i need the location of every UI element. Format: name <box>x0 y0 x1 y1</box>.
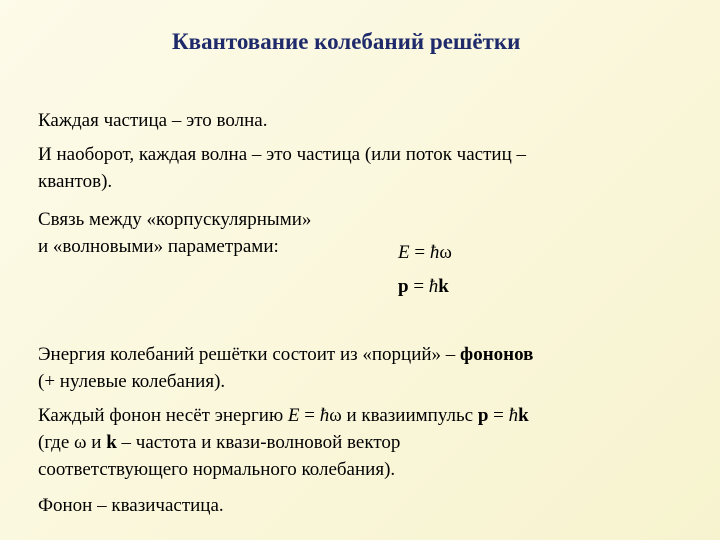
energy-line-2: (+ нулевые колебания). <box>38 371 226 392</box>
phonon-line-2 <box>38 428 400 458</box>
phonon-line-3: соответствующего нормального колебания). <box>38 459 396 480</box>
hbar-symbol: ħ <box>508 405 519 426</box>
equals: = <box>299 405 320 426</box>
formula-hbar: ħ <box>428 276 439 297</box>
relation-line-1: Связь между «корпускулярными» <box>38 209 312 230</box>
momentum-symbol: p <box>477 405 489 426</box>
wavevector-symbol: k <box>518 405 529 426</box>
formula-equals: = <box>408 276 429 297</box>
energy-symbol: E <box>287 405 300 426</box>
phonon-text: и <box>86 432 107 453</box>
formula-hbar: ħ <box>429 242 440 263</box>
phonon-text: и квазиимпульс <box>341 405 478 426</box>
equals: = <box>488 405 509 426</box>
intro-line-1: Каждая частица – это волна. <box>38 110 268 131</box>
omega-symbol: ω <box>329 405 342 426</box>
conclusion-line: Фонон – квазичастица. <box>38 495 224 516</box>
energy-text: Энергия колебаний решётки состоит из «порций» – <box>38 344 461 365</box>
phonon-text: (где <box>38 432 75 453</box>
energy-line-1 <box>38 340 533 370</box>
phonon-text: – частота и квази-волновой вектор <box>116 432 401 453</box>
energy-formula <box>398 238 452 268</box>
phonons-term: фононов <box>460 344 534 365</box>
formula-wavevector: k <box>438 276 449 297</box>
hbar-symbol: ħ <box>319 405 330 426</box>
wavevector-symbol: k <box>106 432 117 453</box>
formula-energy-symbol: E <box>398 242 410 263</box>
formula-momentum-symbol: p <box>398 276 409 297</box>
intro-line-2: И наоборот, каждая волна – это частица (или поток частиц – <box>38 144 526 165</box>
phonon-text: Каждый фонон несёт энергию <box>38 405 288 426</box>
slide-title: Квантование колебаний решётки <box>172 29 521 54</box>
omega-symbol: ω <box>74 432 87 453</box>
intro-line-3: квантов). <box>38 171 113 192</box>
momentum-formula <box>398 272 449 302</box>
relation-line-2: и «волновыми» параметрами: <box>38 236 279 257</box>
formula-omega: ω <box>439 242 452 263</box>
phonon-line-1 <box>38 401 529 431</box>
formula-equals: = <box>409 242 430 263</box>
